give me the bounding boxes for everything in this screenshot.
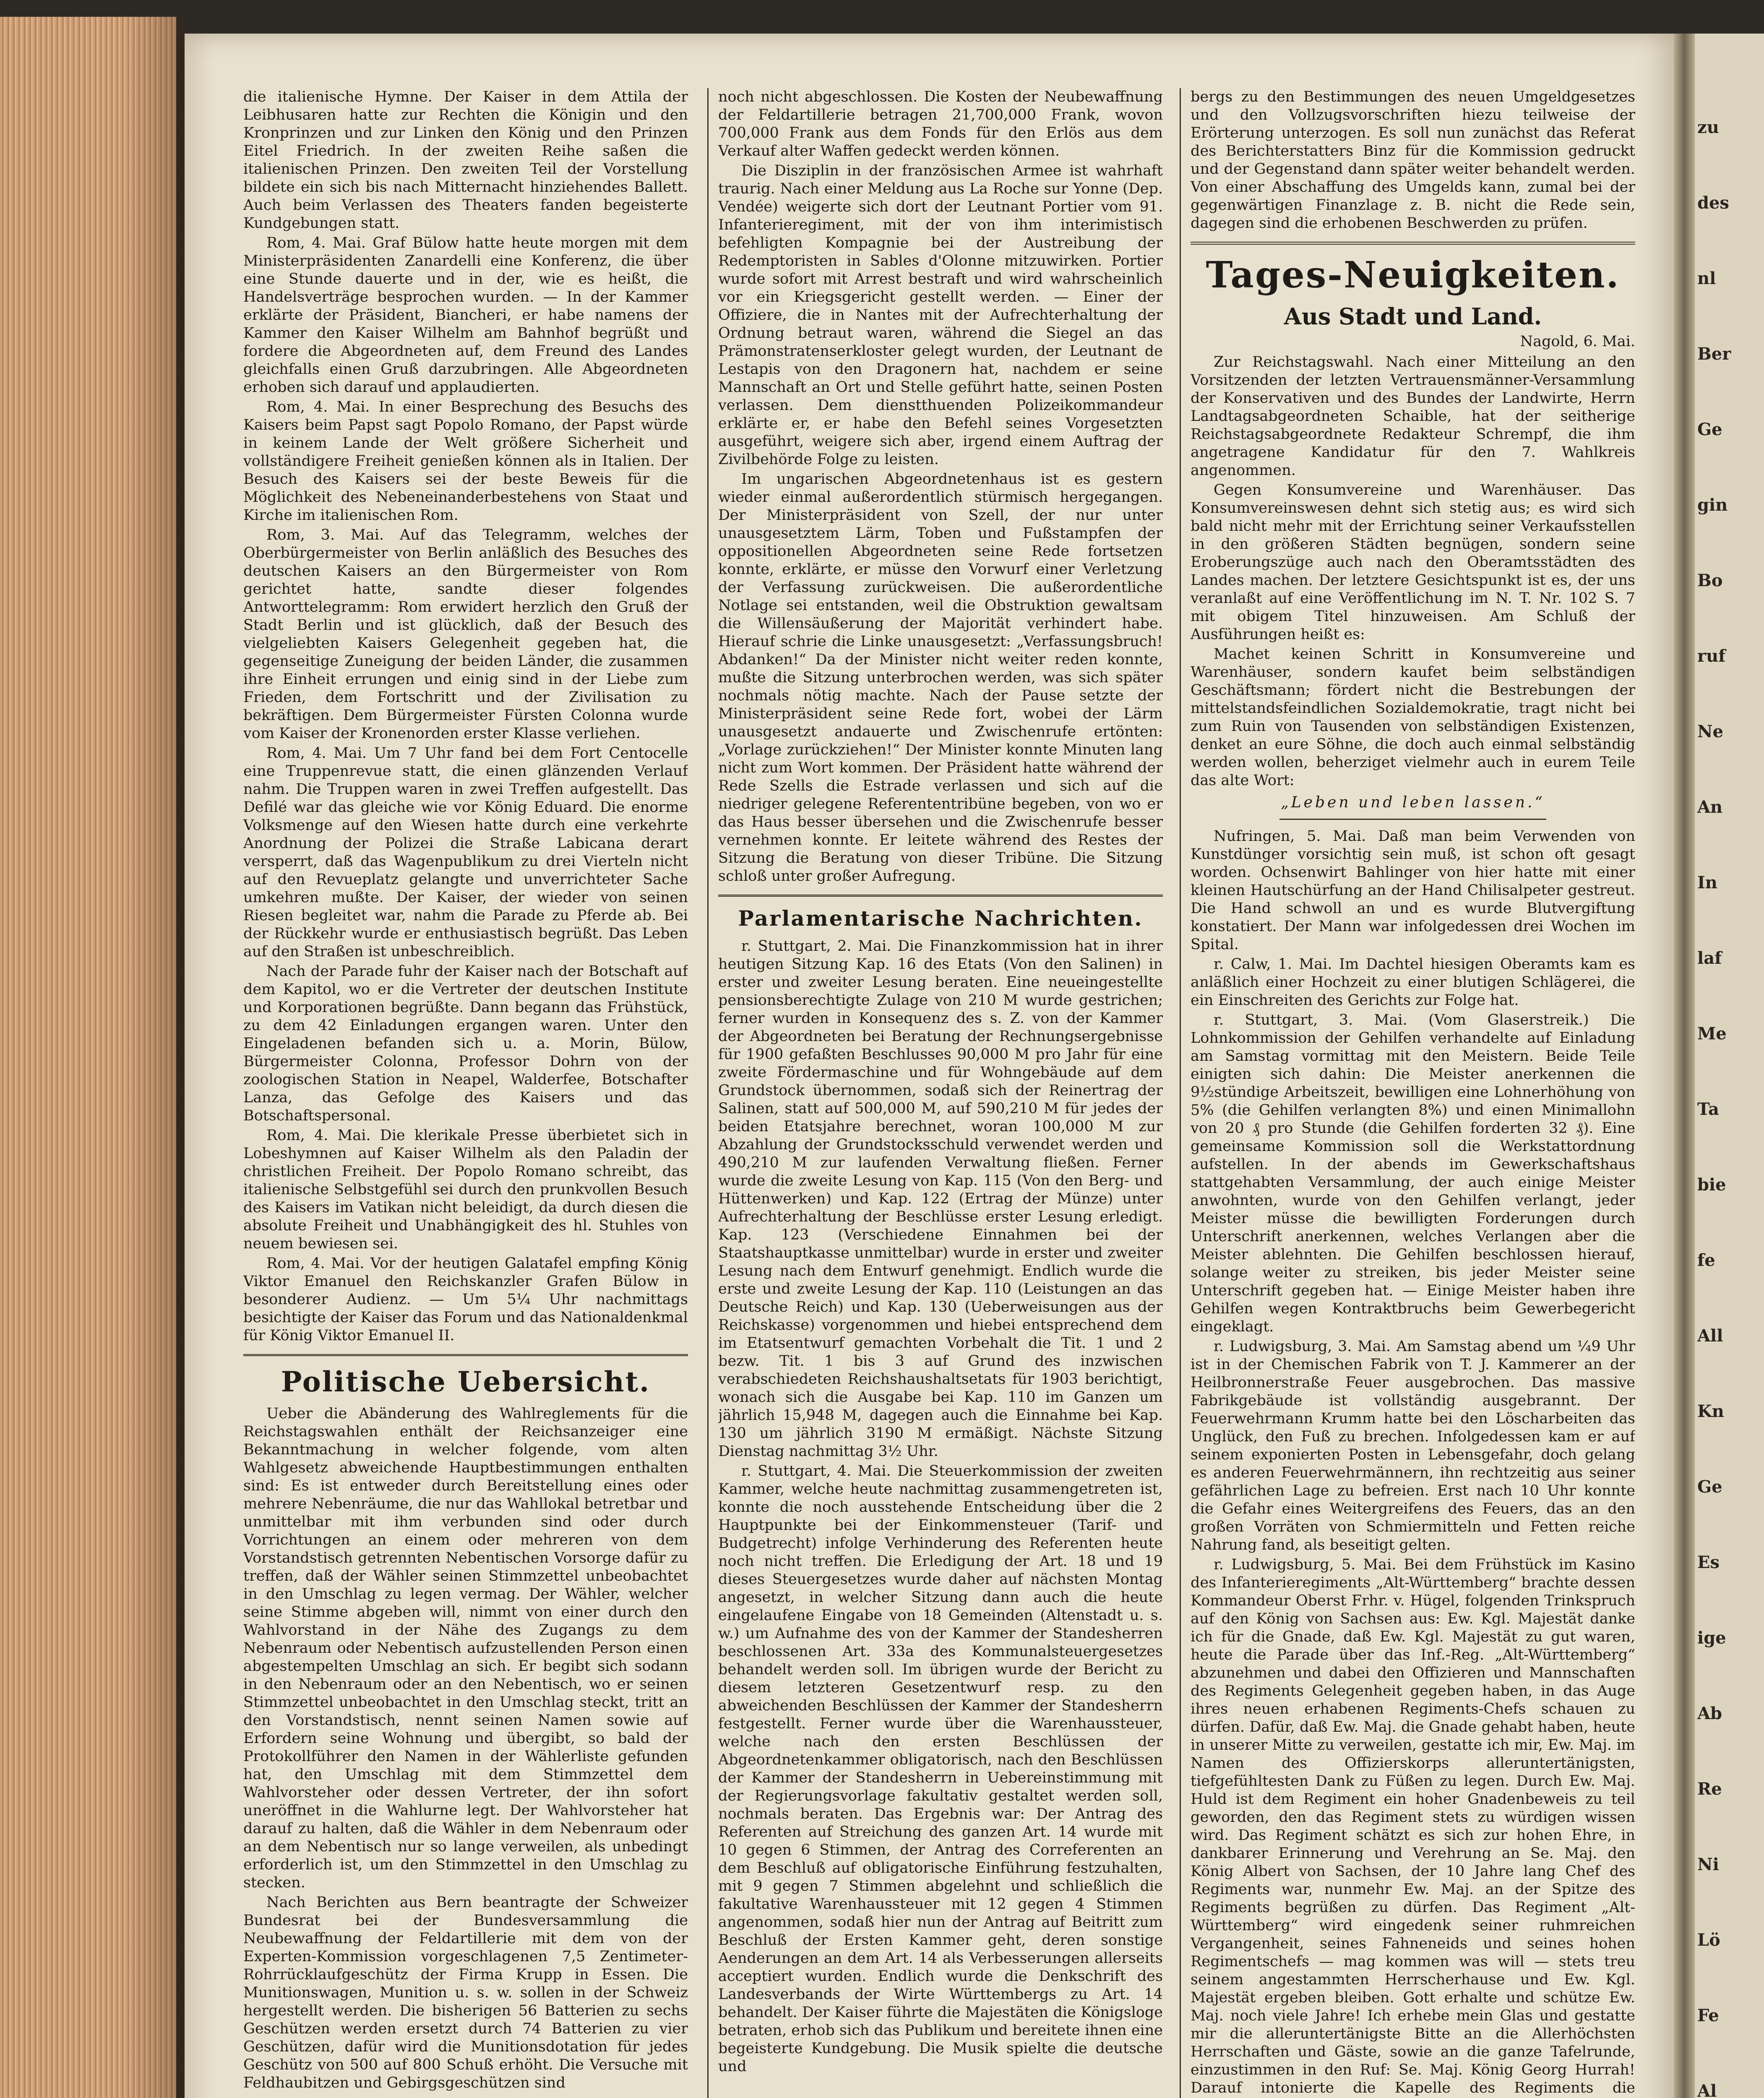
next-page-text-fragment: bie	[1697, 1175, 1726, 1195]
next-page-text-fragment: An	[1697, 797, 1723, 817]
article-paragraph: Im ungarischen Abgeordnetenhaus ist es gestern wieder einmal außerordentlich stürmisch hergegangen. Der Ministerpräsident von Szell, der nur unter unausgesetztem Lärm, Toben und Fußstampfen der oppositionellen Abgeordneten seine Rede fortsetzen konnte, erklärte, er müsse den Vorwurf einer Verletzung der Verfassung zurückweisen. Die außerordentliche Notlage sei entstanden, weil die Obstruktion gewaltsam die Willensäußerung der Majorität verhindert habe. Hierauf schrie die Linke unausgesetzt: „Verfassungsbruch! Abdanken!“ Da der Minister nicht weiter reden konnte, mußte die Sitzung unterbrochen werden, was sich später nochmals nötig machte. Nach der Pause setzte der Ministerpräsident seine Rede fort, wobei der Lärm unausgesetzt andauerte und Zwischenrufe ertönten: „Vorlage zurückziehen!“ Der Minister konnte Minuten lang nicht zum Wort kommen. Der Präsident hatte während der Rede Szells die Estrade verlassen und sich auf die niedriger gelegene Referententribüne begeben, von wo er das Haus besser übersehen und die Zwischenrufe besser vernehmen konnte. Er leitete während des Restes der Sitzung die Beratung von dieser Tribüne. Die Sitzung schloß unter großer Aufregung.	[718, 471, 1163, 885]
dateline: Nagold, 6. Mai.	[1520, 333, 1635, 350]
article-paragraph: die italienische Hymne. Der Kaiser in dem Attila der Leibhusaren hatte zur Rechten die Königin und den Kronprinzen und zur Linken den König und den Prinzen Eitel Friedrich. In der zweiten Reihe saßen die italienischen Prinzen. Den zweiten Teil der Vorstellung bildete ein sich bis nach Mitternacht hinziehendes Ballett. Auch beim Verlassen des Theaters fanden begeisterte Kundgebungen statt.	[243, 89, 688, 232]
article-paragraph: Gegen Konsumvereine und Warenhäuser. Das Konsumvereinswesen dehnt sich stetig aus; es wird sich bald nicht mehr mit der Errichtung seiner Verkaufsstellen in den größeren Städten begnügen, sondern seine Eroberungszüge auch nach den Oberamtsstädten des Landes machen. Der letztere Gesichtspunkt ist es, der uns veranlaßt auf eine Veröffentlichung im N. T. Nr. 102 S. 7 mit obigem Titel hinzuweisen. Am Schluß der Ausführungen heißt es:	[1191, 482, 1635, 643]
article-paragraph: r. Stuttgart, 2. Mai. Die Finanzkommission hat in ihrer heutigen Sitzung Kap. 16 des Etats (Von den Salinen) in erster und zweiter Lesung beraten. Eine neueingestellte pensionsberechtigte Zulage von 210 M wurde gestrichen; ferner wurden in Konsequenz des s. Z. von der Kammer der Abgeordneten bei Beratung der Rechnungsergebnisse für 1900 gefaßten Beschlusses 90,000 M pro Jahr für eine zweite Fördermaschine und für Wohngebäude auf dem Grundstock übernommen, sodaß sich der Reinertrag der Salinen, statt auf 500,000 M, auf 590,210 M für jedes der beiden Etatsjahre berechnet, woran 100,000 M zur Abzahlung der Grundstocksschuld verwendet werden und 490,210 M zur laufenden Verwaltung fließen. Ferner wurde die zweite Lesung von Kap. 115 (Von den Berg- und Hüttenwerken) und Kap. 122 (Ertrag der Münze) unter Aufrechterhaltung der Beschlüsse erster Lesung erledigt. Kap. 123 (Verschiedene Einnahmen bei der Staatshauptkasse unmittelbar) wurde in erster und zweiter Lesung nach dem Entwurf genehmigt. Endlich wurde die erste und zweite Lesung der Kap. 110 (Leistungen an das Deutsche Reich) und Kap. 130 (Ueberweisungen aus der Reichskasse) vorgenommen und hiebei entsprechend dem im Etatsentwurf gemachten Vorbehalt die Tit. 1 und 2 bezw. Tit. 1 bis 3 auf Grund des inzwischen verabschiedeten Reichshaushaltsetats für 1903 berichtigt, wonach sich die Ausgabe bei Kap. 110 im Ganzen um jährlich 15,948 M, dagegen auch die Einnahme bei Kap. 130 um jährlich 3190 M ermäßigt. Nächste Sitzung Dienstag nachmittag 3½ Uhr.	[718, 938, 1163, 1460]
page-gutter	[1674, 34, 1695, 2098]
column-3	[1191, 88, 1635, 2098]
next-page-text-fragment: Ge	[1697, 420, 1722, 439]
article-paragraph: Rom, 4. Mai. Vor der heutigen Galatafel empfing König Viktor Emanuel den Reichskanzler Grafen Bülow in besonderer Audienz. — Um 5¼ Uhr nachmittags besichtigte der Kaiser das Forum und das Nationaldenkmal für König Viktor Emanuel II.	[243, 1255, 688, 1344]
next-page-text-fragment: Ge	[1697, 1477, 1722, 1497]
binding-shadow	[126, 17, 185, 2098]
article-paragraph: Nufringen, 5. Mai. Daß man beim Verwenden von Kunstdünger vorsichtig sein muß, ist schon oft gesagt worden. Ochsenwirt Bahlinger von hier hatte mit einer kleinen Hautschürfung an der Hand Chilisalpeter gestreut. Die Hand schwoll an und es wurde Blutvergiftung konstatiert. Der Mann war infolgedessen drei Wochen im Spital.	[1191, 828, 1635, 953]
article-paragraph: Rom, 4. Mai. Graf Bülow hatte heute morgen mit dem Ministerpräsidenten Zanardelli eine Konferenz, die über eine Stunde dauerte und in der, wie es heißt, die Handelsverträge besprochen wurden. — In der Kammer erklärte der Präsident, Biancheri, er habe namens der Kammer den Kaiser Wilhelm am Bahnhof begrüßt und fordere die Abgeordneten auf, dem Freund des Landes gleichfalls einen Gruß darzubringen. Alle Abgeordneten erhoben sich darauf und applaudierten.	[243, 235, 688, 396]
next-page-text-fragment: All	[1697, 1326, 1723, 1346]
motto-quote: „Leben und leben lassen.“	[1281, 794, 1545, 811]
next-page-text-fragment: Ni	[1697, 1855, 1719, 1874]
article-paragraph: Rom, 3. Mai. Auf das Telegramm, welches der Oberbürgermeister von Berlin anläßlich des Besuches des deutschen Kaisers an den Bürgermeister von Rom gerichtet hatte, sandte dieser folgendes Antworttelegramm: Rom erwidert herzlich den Gruß der Stadt Berlin und ist glücklich, daß der Besuch des vielgeliebten Kaisers Gelegenheit gegeben hat, die gegenseitige Zuneigung der beiden Länder, die zusammen ihre Einheit errungen und einig sind in der Liebe zum Frieden, dem Fortschritt und der Zivilisation zu bekräftigen. Dem Bürgermeister Fürsten Colonna wurde vom Kaiser der Kronenorden erster Klasse verliehen.	[243, 527, 688, 742]
section-heading: Tages-Neuigkeiten.	[1191, 242, 1635, 296]
next-page-edge	[1695, 34, 1764, 2098]
article-paragraph: r. Stuttgart, 3. Mai. (Vom Glaserstreik.) Die Lohnkommission der Gehilfen verhandelte auf Einladung am Samstag vormittag mit den Meistern. Beide Teile einigten sich dahin: Die Meister anerkennen die 9½stündige Arbeitszeit, bewilligen eine Lohnerhöhung von 5% (die Gehilfen verlangten 8%) und einen Minimallohn von 20 ₰ pro Stunde (die Gehilfen forderten 32 ₰). Eine gemeinsame Kommission soll die Werkstattordnung aufstellen. In der abends im Gewerkschaftshaus stattgehabten Versammlung, der auch einige Meister anwohnten, wurde von den Gehilfen verlangt, jeder Meister müsse die bewilligten Forderungen durch Unterschrift anerkennen, welches Verlangen aber die Meister ablehnten. Die Gehilfen beschlossen hierauf, solange weiter zu streiken, bis jeder Meister seine Unterschrift gegeben hat. — Einige Meister haben ihre Gehilfen wegen Kontraktbruchs beim Gewerbegericht eingeklagt.	[1191, 1012, 1635, 1335]
next-page-text-fragment: gin	[1697, 495, 1728, 515]
next-page-text-fragment: Kn	[1697, 1401, 1724, 1421]
article-paragraph: Machet keinen Schritt in Konsumvereine und Warenhäuser, sondern kaufet beim selbständigen Geschäftsmann; fördert nicht die Bestrebungen der mittelstandsfeindlichen Sozialdemokratie, tragt nicht bei zum Ruin von Tausenden von selbständigen Existenzen, denket an eure Söhne, die doch auch einmal selbständig werden wollen, beherziget vielmehr auch in eurem Teile das alte Wort:	[1191, 646, 1635, 789]
next-page-text-fragment: In	[1697, 873, 1717, 892]
next-page-text-fragment: Ta	[1697, 1099, 1719, 1119]
next-page-text-fragment: Ab	[1697, 1704, 1722, 1723]
article-paragraph: Rom, 4. Mai. Die klerikale Presse überbietet sich in Lobeshymnen auf Kaiser Wilhelm als den Paladin der christlichen Freiheit. Der Popolo Romano schreibt, das italienische Selbstgefühl sei durch den prunkvollen Besuch des Kaisers im Vatikan nicht beleidigt, da durch diesen die absolute Freiheit und Unabhängigkeit des hl. Stuhles von neuem bewiesen sei.	[243, 1127, 688, 1252]
next-page-text-fragment: ruf	[1697, 646, 1726, 666]
column-1	[243, 88, 688, 2098]
article-paragraph: Ueber die Abänderung des Wahlreglements für die Reichstagswahlen enthält der Reichsanzeiger eine Bekanntmachung in welcher folgende, vom alten Wahlgesetz abweichende Hauptbestimmungen enthalten sind: Es ist entweder durch Bereitstellung eines oder mehrere Nebenräume, die nur das Wahllokal betretbar und unmittelbar mit ihm verbunden sind oder durch Vorrichtungen an einem oder mehreren von dem Vorstandstisch getrennten Nebentischen Vorsorge dafür zu treffen, daß der Wähler seinen Stimmzettel unbeobachtet in den Umschlag zu legen vermag. Der Wähler, welcher seine Stimme abgeben will, nimmt von einer durch den Wahlvorstand in der Nähe des Zugangs zu dem Nebenraum oder Nebentisch aufzustellenden Person einen abgestempelten Umschlag an sich. Er begibt sich sodann in den Nebenraum oder an den Nebentisch, wo er seinen Stimmzettel unbeobachtet in den Umschlag steckt, tritt an den Vorstandstisch, nennt seinen Namen sowie auf Erfordern seine Wohnung und übergibt, so bald der Protokollführer den Namen in der Wählerliste gefunden hat, den Umschlag mit dem Stimmzettel dem Wahlvorsteher oder dessen Vertreter, der ihn sofort uneröffnet in die Wahlurne legt. Der Wahlvorsteher hat darauf zu halten, daß die Wähler in dem Nebenraum oder an dem Nebentisch nur so lange verweilen, als unbedingt erforderlich ist, um den Stimmzettel in den Umschlag zu stecken.	[243, 1405, 688, 1891]
next-page-text-fragment: Lö	[1697, 1930, 1720, 1950]
article-paragraph: r. Ludwigsburg, 3. Mai. Am Samstag abend um ¼9 Uhr ist in der Chemischen Fabrik von T. J. Kammerer an der Heilbronnerstraße Feuer ausgebrochen. Das massive Fabrikgebäude ist vollständig ausgebrannt. Der Feuerwehrmann Krumm hatte bei den Löscharbeiten das Unglück, den Fuß zu brechen. Infolgedessen kam er auf seinem exponierten Posten in Lebensgefahr, doch gelang es anderen Feuerwehrmännern, ihn rechtzeitig aus seiner gefährlichen Lage zu befreien. Erst nach 10 Uhr konnte die Gefahr eines Weitergreifens des Feuers, das an den großen Vorräten von Schmiermitteln und Fetten reiche Nahrung fand, als beseitigt gelten.	[1191, 1338, 1635, 1553]
column-2	[718, 88, 1163, 2098]
article-paragraph: Rom, 4. Mai. Um 7 Uhr fand bei dem Fort Centocelle eine Truppenrevue statt, die einen glänzenden Verlauf nahm. Die Truppen waren in zwei Treffen aufgestellt. Das Defilé war das gleiche wie vor König Eduard. Die enorme Volksmenge auf den Wiesen hatte durch eine verkehrte Anordnung der Polizei die Straße Labicana derart versperrt, daß das Wagenpublikum zu drei Vierteln nicht auf den Revueplatz gelangte und unverrichteter Sache umkehren mußte. Der Kaiser, der wieder von seinen Riesen begleitet war, nahm die Parade zu Pferde ab. Bei der Rückkehr wurde er enthusiastisch begrüßt. Das Leben auf den Straßen ist unbeschreiblich.	[243, 745, 688, 960]
article-paragraph: Zur Reichstagswahl. Nach einer Mitteilung an den Vorsitzenden der letzten Vertrauensmänner-Versammlung der Konservativen und des Bundes der Landwirte, Herrn Landtagsabgeordneten Schaible, hat der seitherige Reichstagsabgeordnete Redakteur Schrempf, die ihm angetragene Kandidatur für den 7. Wahlkreis angenommen.	[1191, 354, 1635, 479]
next-page-text-fragment: Re	[1697, 1779, 1722, 1799]
separator-rule	[1279, 819, 1546, 820]
article-paragraph: Nach der Parade fuhr der Kaiser nach der Botschaft auf dem Kapitol, wo er die Vertreter der deutschen Institute und Korporationen begrüßte. Dann begann das Frühstück, zu dem 42 Einladungen ergangen waren. Unter den Eingeladenen befanden sich u. a. Morin, Bülow, Bürgermeister Colonna, Professor Dohrn von der zoologischen Station in Neapel, Walderfee, Botschafter Lanza, das Gefolge des Kaisers und das Botschaftspersonal.	[243, 963, 688, 1124]
next-page-text-fragment: Bo	[1697, 571, 1723, 590]
article-paragraph: noch nicht abgeschlossen. Die Kosten der Neubewaffnung der Feldartillerie betragen 21,700,000 Frank, wovon 700,000 Frank aus dem Fonds für den Erlös aus dem Verkauf alter Waffen gedeckt werden können.	[718, 89, 1163, 159]
article-paragraph: r. Ludwigsburg, 5. Mai. Bei dem Frühstück im Kasino des Infanterieregiments „Alt-Württemberg“ brachte dessen Kommandeur Oberst Frhr. v. Hügel, folgenden Trinkspruch auf den König von Sachsen aus: Ew. Kgl. Majestät danke ich für die Gnade, daß Ew. Kgl. Majestät zu gut waren, heute die Parade über das Inf.-Reg. „Alt-Württemberg“ abzunehmen und dabei den Offizieren und Mannschaften des Regiments Gelegenheit gegeben haben, in das Auge ihres neuen erhabenen Regiments-Chefs schauen zu dürfen. Dafür, daß Ew. Maj. die Gnade gehabt haben, heute in unserer Mitte zu verweilen, gestatte ich mir, Ew. Maj. im Namen des Offizierskorps alleruntertänigsten, tiefgefühltesten Dank zu Füßen zu legen. Durch Ew. Maj. Huld ist dem Regiment ein hoher Gnadenbeweis zu teil geworden, den das Regiment stets zu würdigen wissen wird. Das Regiment schätzt es sich zur hohen Ehre, in dankbarer Erinnerung und Verehrung an Se. Maj. den König Albert von Sachsen, der 10 Jahre lang Chef des Regiments war, nunmehr Ew. Maj. an der Spitze des Regiments begrüßen zu dürfen. Das Regiment „Alt-Württemberg“ wird eingedenk seiner ruhmreichen Vergangenheit, seines Fahneneids und seines hohen Regimentschefs — mag kommen was will — stets treu seinem angestammten Herrscherhause und Ew. Kgl. Majestät ergeben bleiben. Gott erhalte und schütze Ew. Maj. noch viele Jahre! Ich erhebe mein Glas und gestatte mir die alleruntertänigste Bitte an die Allerhöchsten Herrschaften und Gäste, sowie an die ganze Tafelrunde, einzustimmen in den Ruf: Se. Maj. König Georg Hurrah! Darauf intonierte die Kapelle des Regiments die	[1191, 1556, 1635, 2096]
next-page-text-fragment: Al	[1697, 2081, 1717, 2098]
next-page-text-fragment: nl	[1697, 269, 1716, 288]
next-page-text-fragment: Ne	[1697, 722, 1724, 741]
article-paragraph: r. Calw, 1. Mai. Im Dachtel hiesigen Oberamts kam es anläßlich einer Hochzeit zu einer blutigen Schlägerei, die ein Einschreiten des Gerichts zur Folge hat.	[1191, 956, 1635, 1009]
next-page-text-fragment: des	[1697, 193, 1729, 213]
sub-heading: Aus Stadt und Land.	[1284, 303, 1542, 330]
next-page-text-fragment: fe	[1697, 1250, 1715, 1270]
article-paragraph: Die Disziplin in der französischen Armee ist wahrhaft traurig. Nach einer Meldung aus La Roche sur Yonne (Dep. Vendée) weigerte sich dort der Leutnant Portier vom 91. Infanterieregiment, mit der von ihm interimistisch befehligten Kompagnie bei der Austreibung der Redemptoristen in Sables d'Olonne mitzuwirken. Portier wurde sofort mit Arrest bestraft und wird wahrscheinlich vor ein Kriegsgericht gestellt werden. — Einer der Offiziere, die in Nantes mit der Aufrechterhaltung der Ordnung betraut waren, während die Siegel an das Prämonstratenserkloster gelegt wurden, der Leutnant de Lestapis von den Dragonern hat, nachdem er seine Mannschaft an Ort und Stelle geführt hatte, seinen Posten verlassen. Dem dienstthuenden Polizeikommandeur erklärte er, er habe den Befehl seines Vorgesetzten ausgeführt, weigere sich aber, irgend einem Auftrag der Zivilbehörde Folge zu leisten.	[718, 162, 1163, 468]
column-divider-2	[1180, 88, 1181, 2098]
book-top-edge	[0, 0, 1764, 34]
article-paragraph: bergs zu den Bestimmungen des neuen Umgeldgesetzes und den Vollzugsvorschriften hiezu teilweise der Erörterung unterzogen. Es soll nun zunächst das Referat des Berichterstatters Binz für die Kommission gedruckt und der Gegenstand dann später weiter behandelt werden. Von einer Abschaffung des Umgelds kann, zumal bei der gegenwärtigen Finanzlage z. B. nicht die Rede sein, dagegen sind die erhobenen Beschwerden zu prüfen.	[1191, 89, 1635, 232]
next-page-text-fragment: zu	[1697, 117, 1719, 137]
section-heading: Politische Uebersicht.	[243, 1354, 688, 1398]
next-page-text-fragment: ige	[1697, 1628, 1726, 1648]
article-paragraph: Rom, 4. Mai. In einer Besprechung des Besuchs des Kaisers beim Papst sagt Popolo Romano, der Papst würde in keinem Lande der Welt größere Sicherheit und vollständigere Freiheit genießen können als in Italien. Der Besuch des Kaisers sei der beste Beweis für die Möglichkeit des Nebeneinanderbestehens von Staat und Kirche im italienischen Rom.	[243, 399, 688, 524]
next-page-text-fragment: laf	[1697, 948, 1722, 968]
next-page-text-fragment: Me	[1697, 1024, 1727, 1044]
next-page-text-fragment: Fe	[1697, 2006, 1719, 2025]
next-page-text-fragment: Es	[1697, 1553, 1720, 1572]
section-heading: Parlamentarische Nachrichten.	[718, 895, 1163, 931]
next-page-text-fragment: Ber	[1697, 344, 1731, 364]
article-paragraph: r. Stuttgart, 4. Mai. Die Steuerkommission der zweiten Kammer, welche heute nachmittag zusammengetreten ist, konnte die noch ausstehende Entscheidung über die 2 Hauptpunkte bei der Einkommensteuer (Tarif- und Budgetrecht) infolge Verhinderung des Referenten heute noch nicht treffen. Die Erledigung der Art. 18 und 19 dieses Steuergesetzes wurde daher auf nächsten Montag angesetzt, in welcher Sitzung dann auch die heute eingelaufene Eingabe von 18 Gemeinden (Altenstadt u. s. w.) um Aufnahme des von der Kammer der Standesherren beschlossenen Art. 33a des Kommunalsteuergesetzes behandelt werden soll. Im übrigen wurde der Bericht zu diesem letzteren Gesetzentwurf resp. zu den abweichenden Beschlüssen der Kammer der Standesherrn festgestellt. Ferner wurde über die Warenhaussteuer, welche nach den ersten Beschlüssen der Abgeordnetenkammer obligatorisch, nach den Beschlüssen der Kammer der Standesherrn in Uebereinstimmung mit der Regierungsvorlage fakultativ gestaltet werden soll, nochmals beraten. Das Ergebnis war: Der Antrag des Referenten auf Streichung des ganzen Art. 14 wurde mit 10 gegen 6 Stimmen, der Antrag des Correferenten an dem Beschluß auf obligatorische Einführung festzuhalten, mit 9 gegen 7 Stimmen abgelehnt und schließlich die fakultative Warenhaussteuer mit 12 gegen 4 Stimmen angenommen, sodaß hier nun der Antrag auf Beitritt zum Beschluß der Ersten Kammer geht, deren sonstige Aenderungen an dem Art. 14 als Verbesserungen allerseits acceptiert wurden. Endlich wurde die Denkschrift des Landesverbands der Wirte Württembergs zu Art. 14 behandelt. Der Kaiser führte die Majestäten die Königsloge betraten, erhob sich das Publikum und bereitete ihnen eine begeisterte Kundgebung. Die Musik spielte die deutsche und	[718, 1463, 1163, 2075]
column-divider-1	[707, 88, 709, 2098]
article-paragraph: Nach Berichten aus Bern beantragte der Schweizer Bundesrat bei der Bundesversammlung die Neubewaffnung der Feldartillerie mit dem von der Experten-Kommission vorgeschlagenen 7,5 Zentimeter-Rohrrücklaufgeschütz der Firma Krupp in Essen. Die Munitionswagen, Munition u. s. w. sollen in der Schweiz hergestellt werden. Die bisherigen 56 Batterien zu sechs Geschützen werden ersetzt durch 74 Batterien zu vier Geschützen, dafür wird die Munitionsdotation für jedes Geschütz von 500 auf 800 Schuß erhöht. Die Versuche mit Feldhaubitzen und Gebirgsgeschützen sind	[243, 1894, 688, 2091]
